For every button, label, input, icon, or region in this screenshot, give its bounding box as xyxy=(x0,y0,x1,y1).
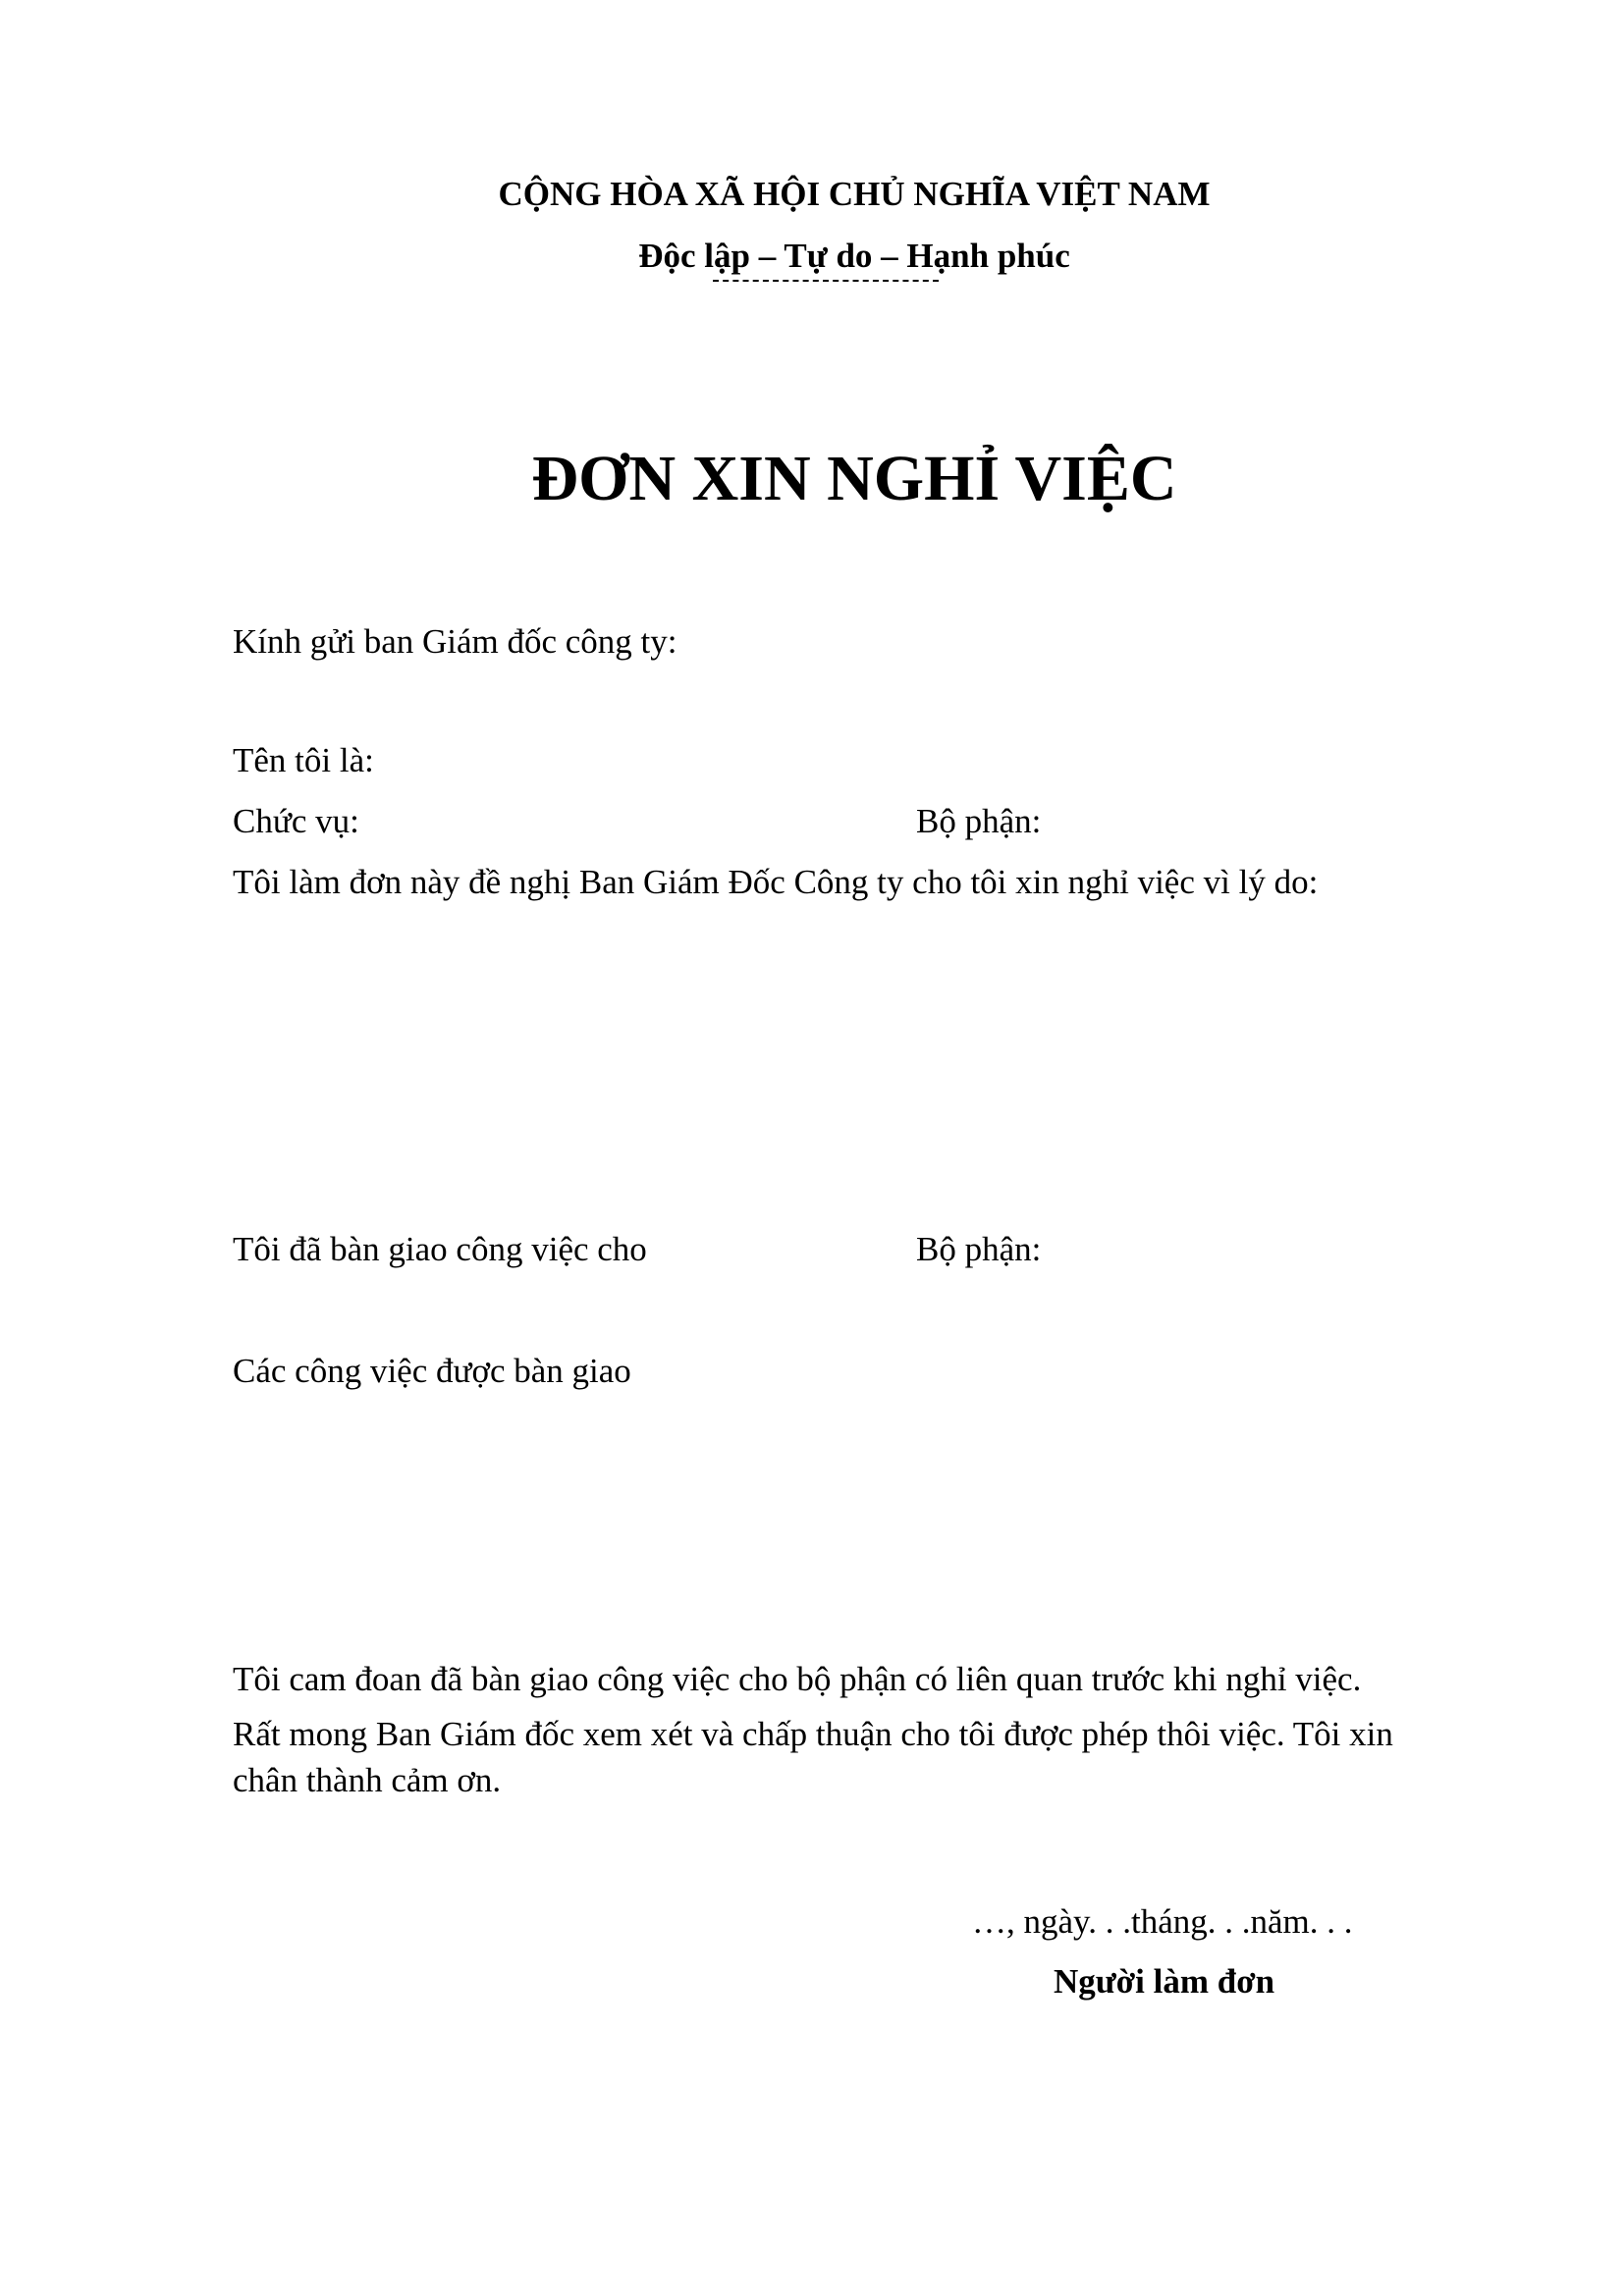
reason-label: Tôi làm đơn này đề nghị Ban Giám Đốc Công ty cho tôi xin nghỉ việc vì lý do: xyxy=(233,863,1319,901)
date-line: …, ngày. . .tháng. . .năm. . . xyxy=(972,1902,1353,1941)
commitment-statement: Tôi cam đoan đã bàn giao công việc cho bộ phận có liên quan trước khi nghỉ việc. xyxy=(233,1660,1362,1698)
handover-to-label: Tôi đã bàn giao công việc cho xyxy=(233,1230,647,1268)
signer-label: Người làm đơn xyxy=(1054,1962,1275,2001)
document-title: ĐƠN XIN NGHỈ VIỆC xyxy=(531,443,1177,514)
motto-divider xyxy=(713,280,939,282)
request-paragraph: Rất mong Ban Giám đốc xem xét và chấp thuận cho tôi được phép thôi việc. Tôi xin chân thành cảm ơn. xyxy=(233,1715,1393,1799)
handover-tasks-label: Các công việc được bàn giao xyxy=(233,1352,631,1390)
position-label: Chức vụ: xyxy=(233,802,359,840)
recipient-line: Kính gửi ban Giám đốc công ty: xyxy=(233,622,677,661)
national-motto: Độc lập – Tự do – Hạnh phúc xyxy=(638,237,1070,275)
department-label: Bộ phận: xyxy=(916,802,1042,840)
handover-department-label: Bộ phận: xyxy=(916,1230,1042,1268)
country-name: CỘNG HÒA XÃ HỘI CHỦ NGHĨA VIỆT NAM xyxy=(498,175,1211,213)
name-label: Tên tôi là: xyxy=(233,741,374,779)
